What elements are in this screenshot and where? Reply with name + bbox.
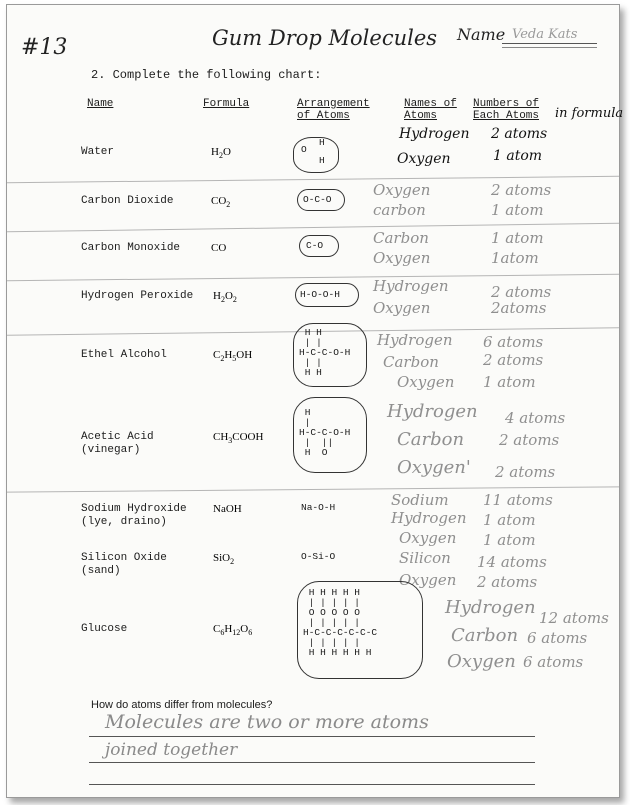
compound-formula: $H_2O$ — [211, 146, 231, 161]
atom-label: O — [301, 144, 307, 155]
atom-count: 2 atoms — [491, 126, 548, 142]
atom-count: 1 atom — [491, 229, 544, 247]
atom-label: H — [319, 155, 325, 166]
atom-count: 14 atoms — [477, 553, 547, 571]
answer-rule — [89, 736, 535, 737]
compound-name: Acetic Acid — [81, 431, 154, 443]
compound-formula: $CH_3COOH$ — [213, 431, 264, 446]
atom-count: 2 atoms — [483, 351, 544, 369]
atom-count: 2 atoms — [491, 181, 552, 199]
atom-name: carbon — [373, 201, 426, 219]
molecule-structure — [303, 588, 377, 658]
structure-line: H H H H H H — [303, 647, 372, 658]
atom-count: 1 atom — [483, 531, 536, 549]
structure-line: | | — [299, 337, 322, 348]
column-header-name: Name — [87, 98, 114, 110]
compound-formula: $C_2H_5OH$ — [213, 349, 253, 364]
page-title: Gum Drop Molecules — [212, 26, 438, 50]
atom-count: 1 atom — [483, 373, 536, 391]
name-line-underscore — [502, 47, 597, 48]
name-label: Name — [457, 25, 506, 44]
atom-count: 11 atoms — [483, 491, 553, 509]
compound-formula: $CO_2$ — [211, 195, 231, 210]
structure-line: H H H H H — [303, 587, 361, 598]
atom-label: H — [319, 137, 325, 148]
atom-name: Hydrogen — [391, 509, 467, 527]
atom-name: Carbon — [383, 353, 439, 371]
atom-name: Carbon — [397, 429, 465, 450]
atom-count: 6 atoms — [523, 653, 584, 671]
atom-name: Oxygen — [399, 571, 457, 589]
structure-line: H O — [299, 447, 328, 458]
molecule-structure: O-Si-O — [301, 551, 336, 562]
compound-name: Carbon Monoxide — [81, 242, 181, 254]
column-header-names-of-2: Atoms — [404, 110, 438, 122]
atom-name: Sodium — [391, 491, 449, 509]
answer-rule — [89, 784, 535, 785]
atom-name: Carbon — [451, 625, 519, 646]
student-name: Veda Kats — [512, 27, 578, 42]
structure-line: H-C-C-O-H — [299, 347, 351, 358]
atom-count: 1atom — [491, 249, 539, 267]
answer-rule — [89, 762, 535, 763]
column-header-numbers-2: Each Atoms — [473, 110, 540, 122]
atom-name: Hydrogen — [445, 597, 536, 618]
atom-name: Oxygen — [373, 299, 431, 317]
compound-name-note: (sand) — [81, 565, 121, 577]
molecule-structure — [299, 328, 350, 378]
atom-count: 1 atom — [483, 511, 536, 529]
structure-line: | || — [299, 437, 334, 448]
compound-name: Water — [81, 146, 115, 158]
structure-line: | | | | | — [303, 597, 361, 608]
structure-line: | | | | | — [303, 617, 361, 628]
atom-name: Oxygen — [447, 651, 516, 672]
structure-line: | | — [299, 357, 322, 368]
atom-name: Hydrogen — [387, 401, 478, 422]
compound-formula: NaOH — [213, 503, 242, 515]
atom-count: 12 atoms — [539, 609, 609, 627]
compound-name: Ethel Alcohol — [81, 349, 167, 361]
atom-name: Oxygen — [373, 249, 431, 267]
atom-name: Hydrogen — [399, 126, 470, 142]
compound-formula: CO — [211, 242, 227, 254]
row-rule — [7, 274, 619, 281]
structure-line: H — [299, 407, 311, 418]
compound-name: Silicon Oxide — [81, 552, 167, 564]
answer-line-2: joined together — [105, 740, 238, 760]
atom-count: 4 atoms — [505, 409, 566, 427]
atom-count: 2 atoms — [477, 573, 538, 591]
structure-line: | | | | | — [303, 637, 372, 648]
molecule-structure — [299, 408, 350, 458]
molecule-structure: O-C-O — [303, 194, 332, 205]
worksheet-page — [6, 4, 624, 798]
column-header-arrangement: Arrangement — [297, 98, 370, 110]
atom-count: 6 atoms — [527, 629, 588, 647]
atom-count: 1 atom — [491, 201, 544, 219]
structure-line: O O O O O — [303, 607, 361, 618]
column-header-names-of: Names of — [404, 98, 457, 110]
compound-name: Hydrogen Peroxide — [81, 290, 194, 302]
molecule-structure: C-O — [306, 240, 324, 251]
atom-count: 2 atoms — [499, 431, 560, 449]
structure-line: H H — [299, 367, 322, 378]
structure-line: | — [299, 417, 311, 428]
column-header-numbers: Numbers of — [473, 98, 540, 110]
compound-name: Sodium Hydroxide — [81, 503, 187, 515]
atom-name: Hydrogen — [373, 277, 449, 295]
atom-count: 2 atoms — [495, 463, 556, 481]
atom-name: Hydrogen — [377, 331, 453, 349]
compound-name-note: (vinegar) — [81, 444, 141, 456]
name-line — [502, 43, 597, 44]
compound-formula: $H_2O_2$ — [213, 290, 237, 305]
column-header-note: in formula — [555, 106, 624, 121]
atom-name: Carbon — [373, 229, 429, 247]
compound-name: Carbon Dioxide — [81, 195, 174, 207]
atom-name: Silicon — [399, 549, 451, 567]
instruction: 2. Complete the following chart: — [91, 68, 322, 82]
compound-formula: SiO$_2$ — [213, 552, 235, 567]
atom-count: 2 atoms — [491, 283, 552, 301]
atom-count: 2atoms — [491, 299, 547, 317]
column-header-formula: Formula — [203, 98, 250, 110]
atom-name: Oxygen' — [397, 457, 471, 478]
question-text: How do atoms differ from molecules? — [91, 699, 273, 711]
compound-name-note: (lye, draino) — [81, 516, 167, 528]
compound-formula: $C_6H_{12}O_6$ — [213, 623, 253, 638]
page-number-mark: #13 — [21, 35, 68, 60]
atom-name: Oxygen — [397, 373, 455, 391]
structure-line: H H — [299, 327, 322, 338]
atom-name: Oxygen — [373, 181, 431, 199]
atom-name: Oxygen — [397, 151, 451, 167]
atom-name: Oxygen — [399, 529, 457, 547]
compound-name: Glucose — [81, 623, 128, 635]
atom-count: 1 atom — [493, 148, 543, 164]
structure-line: H-C-C-O-H — [299, 427, 351, 438]
molecule-structure: Na-O-H — [301, 502, 336, 513]
atom-count: 6 atoms — [483, 333, 544, 351]
gumdrop-outline — [293, 137, 339, 173]
column-header-arrangement-2: of Atoms — [297, 110, 350, 122]
molecule-structure: H-O-O-H — [300, 289, 340, 300]
answer-line-1: Molecules are two or more atoms — [105, 711, 429, 733]
structure-line: H-C-C-C-C-C-C — [303, 627, 378, 638]
